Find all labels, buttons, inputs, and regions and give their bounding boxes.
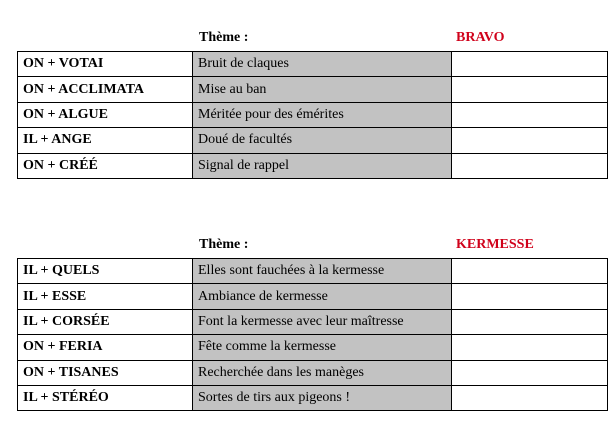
answer-cell[interactable] <box>452 259 608 284</box>
definition-cell: Méritée pour des émérites <box>193 102 452 127</box>
clue-cell: ON + VOTAI <box>18 52 193 77</box>
clue-cell: IL + ANGE <box>18 128 193 153</box>
answer-cell[interactable] <box>452 360 608 385</box>
table-row <box>18 385 608 410</box>
answer-cell[interactable] <box>452 335 608 360</box>
definition-cell: Signal de rappel <box>193 153 452 178</box>
table-row <box>18 259 608 284</box>
table-row <box>18 284 608 309</box>
definition-cell: Sortes de tirs aux pigeons ! <box>193 385 452 410</box>
clue-cell: ON + CRÉÉ <box>18 153 193 178</box>
table-row <box>18 360 608 385</box>
definition-cell: Font la kermesse avec leur maîtresse <box>193 309 452 334</box>
answer-cell[interactable] <box>452 102 608 127</box>
theme-value-kermesse: KERMESSE <box>456 237 534 252</box>
clue-cell: ON + ALGUE <box>18 102 193 127</box>
theme-label: Thème : <box>199 237 249 252</box>
table-row <box>18 77 608 102</box>
definition-cell: Doué de facultés <box>193 128 452 153</box>
table-row <box>18 128 608 153</box>
table-row <box>18 335 608 360</box>
clue-cell: IL + ESSE <box>18 284 193 309</box>
clue-cell: ON + TISANES <box>18 360 193 385</box>
answer-cell[interactable] <box>452 77 608 102</box>
answer-cell[interactable] <box>452 309 608 334</box>
definition-cell: Fête comme la kermesse <box>193 335 452 360</box>
clue-cell: ON + FERIA <box>18 335 193 360</box>
table-row <box>18 309 608 334</box>
puzzle-table-kermesse <box>17 258 608 411</box>
table-row <box>18 153 608 178</box>
clue-cell: IL + CORSÉE <box>18 309 193 334</box>
table-row <box>18 52 608 77</box>
answer-cell[interactable] <box>452 153 608 178</box>
answer-cell[interactable] <box>452 52 608 77</box>
answer-cell[interactable] <box>452 128 608 153</box>
table-row <box>18 102 608 127</box>
clue-cell: IL + QUELS <box>18 259 193 284</box>
definition-cell: Recherchée dans les manèges <box>193 360 452 385</box>
definition-cell: Ambiance de kermesse <box>193 284 452 309</box>
answer-cell[interactable] <box>452 385 608 410</box>
definition-cell: Mise au ban <box>193 77 452 102</box>
puzzle-table-bravo <box>17 51 608 179</box>
answer-cell[interactable] <box>452 284 608 309</box>
clue-cell: ON + ACCLIMATA <box>18 77 193 102</box>
clue-cell: IL + STÉRÉO <box>18 385 193 410</box>
definition-cell: Elles sont fauchées à la kermesse <box>193 259 452 284</box>
theme-value-bravo: BRAVO <box>456 30 505 45</box>
definition-cell: Bruit de claques <box>193 52 452 77</box>
theme-label: Thème : <box>199 30 249 45</box>
